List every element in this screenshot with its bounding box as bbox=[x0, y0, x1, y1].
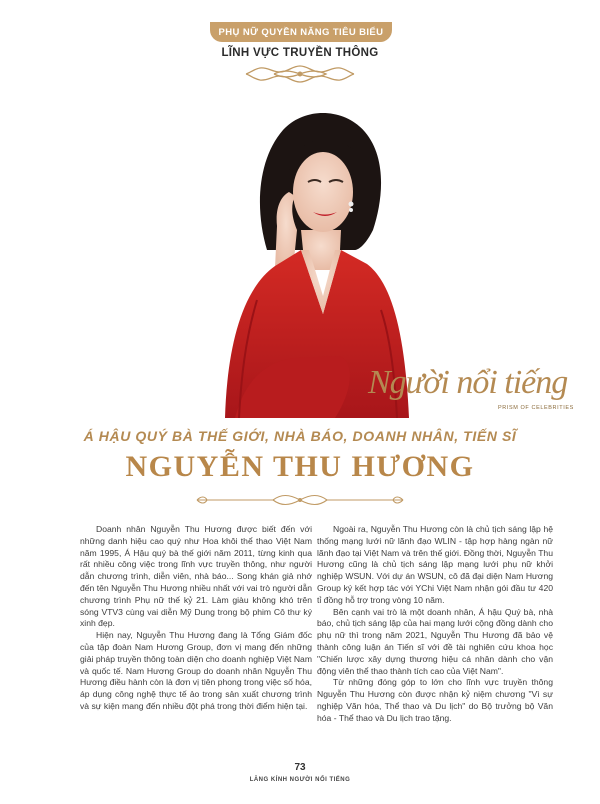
article-paragraph: Hiện nay, Nguyễn Thu Hương đang là Tổng Giám đốc của tập đoàn Nam Hương Group, đơn vị mang đến những giải pháp truyền thông toàn diện cho doanh nghiệp Việt Nam và quốc tế. Nam Hương Group do doanh nhân Nguyễn Thu Hương điều hành còn là đơn vị tiên phong trong việc số hóa, áp dụng công nghệ thực tế ảo trong sản xuất chương trình và sự kiện mang đến nhiều đột phá trong thời điểm hiện tại. bbox=[80, 630, 312, 711]
section-banner-label: PHỤ NỮ QUYỀN NĂNG TIÊU BIỂU bbox=[218, 26, 384, 38]
article-paragraph: Doanh nhân Nguyễn Thu Hương được biết đến với những danh hiệu cao quý như Hoa khôi thể thao Việt Nam năm 1995, Á Hậu quý bà thế giới năm 2011, từng kinh qua rất nhiều công việc trong lĩnh vực truyền thông, như người dẫn chương trình, diễn viên, nhà báo... Song khán giả nhớ đến tên Nguyễn Thu Hương nhiều nhất với vai trò người dẫn chương trình Phụ nữ thế kỷ 21. Làm giàu không khó trên sóng VTV3 cùng vai diễn Mỹ Dung trong bộ phim Cô thư ký xinh đẹp. bbox=[80, 524, 312, 629]
ornament-top bbox=[244, 62, 356, 86]
section-banner bbox=[210, 22, 392, 42]
article-name-title: NGUYỄN THU HƯƠNG bbox=[125, 450, 475, 483]
article-paragraph: Ngoài ra, Nguyễn Thu Hương còn là chủ tịch sáng lập hệ thống mạng lưới nữ lãnh đạo WLIN - tập hợp hàng ngàn nữ lãnh đạo tại Việt Nam và trên thế giới. Đồng thời, Nguyễn Thu Hương cũng là chủ tịch sáng lập mạng lưới phụ nữ khởi nghiệp WSUN. Với dự án WSUN, cô đã đại diện Nam Hương Group ký kết hợp tác với YChi Việt Nam nhận gói đầu tư 420 tỉ đồng hỗ trợ trong vòng 10 năm. bbox=[317, 524, 553, 605]
field-title: LĨNH VỰC TRUYỀN THÔNG bbox=[221, 47, 379, 59]
magazine-watermark: Người nổi tiếng bbox=[368, 364, 568, 401]
article-column-left bbox=[80, 524, 312, 713]
article-paragraph: Từ những đóng góp to lớn cho lĩnh vực truyền thông Nguyễn Thu Hương còn được nhận kỷ niệm chương "Vì sự nghiệp Văn hóa, Thể thao và Du lịch" do Bộ trưởng bộ Văn hóa - Thể thao và Du lịch trao tặng. bbox=[317, 677, 553, 723]
magazine-watermark-subtitle: PRISM OF CELEBRITIES bbox=[498, 405, 574, 411]
page-number: 73 bbox=[294, 762, 306, 773]
article-paragraph: Bên cạnh vai trò là một doanh nhân, Á hậu Quý bà, nhà báo, chủ tịch sáng lập của hai mạng lưới cộng đồng dành cho phụ nữ thì trong năm 2021, Nguyễn Thu Hương đã bảo vệ thành công luận án Tiến sĩ với đề tài nghiên cứu khoa học "Chiến lược xây dựng thương hiệu cá nhân dành cho vận động viên thể thao thành tích cao của Việt Nam". bbox=[317, 606, 553, 676]
article-subtitle: Á HẬU QUÝ BÀ THẾ GIỚI, NHÀ BÁO, DOANH NHÂN, TIẾN SĨ bbox=[83, 428, 517, 444]
magazine-footer: LĂNG KÍNH NGƯỜI NỔI TIẾNG bbox=[249, 777, 351, 783]
ornament-divider bbox=[193, 492, 407, 508]
article-column-right bbox=[317, 524, 553, 725]
